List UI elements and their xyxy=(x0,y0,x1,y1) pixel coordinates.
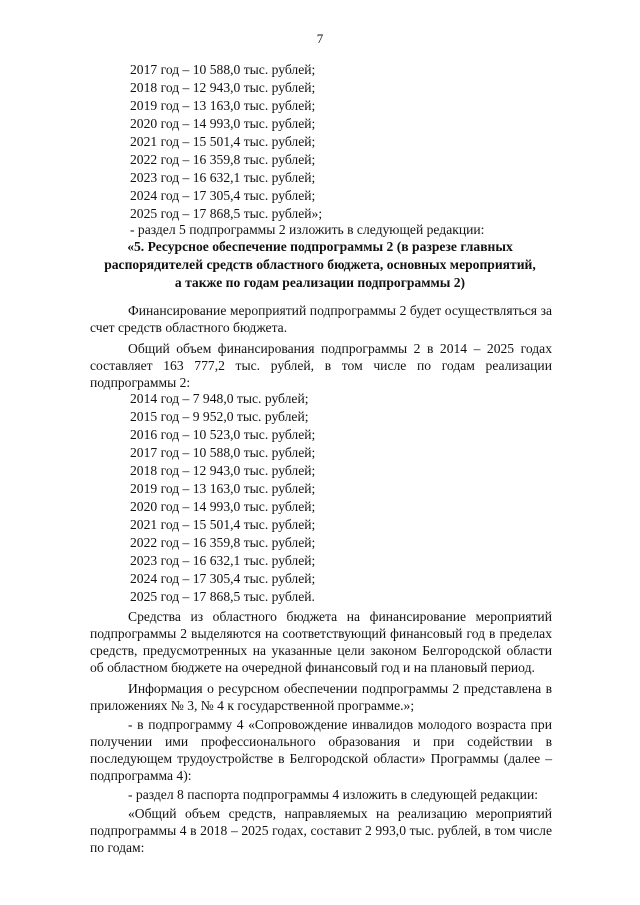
main-year-line: 2021 год – 15 501,4 тыс. рублей; xyxy=(130,517,316,532)
financing-paragraph: Финансирование мероприятий подпрограммы 2 будет осуществляться за счет средств областного бюджета. xyxy=(90,303,552,335)
instruction-section8: - раздел 8 паспорта подпрограммы 4 изложить в следующей редакции: xyxy=(128,787,539,802)
main-year-line: 2015 год – 9 952,0 тыс. рублей; xyxy=(130,409,309,424)
main-year-line: 2018 год – 12 943,0 тыс. рублей; xyxy=(130,463,316,478)
main-year-line: 2016 год – 10 523,0 тыс. рублей; xyxy=(130,427,316,442)
heading-line: распорядителей средств областного бюджета, основных мероприятий, xyxy=(104,257,536,272)
main-year-line: 2023 год – 16 632,1 тыс. рублей; xyxy=(130,553,316,568)
top-year-line: 2018 год – 12 943,0 тыс. рублей; xyxy=(130,80,316,95)
top-year-line: 2021 год – 15 501,4 тыс. рублей; xyxy=(130,134,316,149)
heading-line: «5. Ресурсное обеспечение подпрограммы 2 (в разрезе главных xyxy=(127,239,513,254)
top-year-line: 2019 год – 13 163,0 тыс. рублей; xyxy=(130,98,316,113)
resource-info-paragraph: Информация о ресурсном обеспечении подпрограммы 2 представлена в приложениях № 3, № 4 к государственной программе.»; xyxy=(90,681,552,713)
heading-line: а также по годам реализации подпрограммы 2) xyxy=(174,275,466,290)
top-year-line: 2025 год – 17 868,5 тыс. рублей»; xyxy=(130,206,323,221)
main-year-line: 2020 год – 14 993,0 тыс. рублей; xyxy=(130,499,316,514)
top-year-line: 2023 год – 16 632,1 тыс. рублей; xyxy=(130,170,316,185)
main-year-line: 2025 год – 17 868,5 тыс. рублей. xyxy=(130,589,315,604)
main-year-line: 2014 год – 7 948,0 тыс. рублей; xyxy=(130,391,309,406)
section-heading xyxy=(90,238,550,292)
funds-paragraph: Средства из областного бюджета на финансирование мероприятий подпрограммы 2 выделяются на соответствующий финансовый год в пределах средств, предусмотренных на указанные цели законом Белгородской области об областном бюджете на очередной финансовый год и на плановый период. xyxy=(90,609,552,675)
main-year-line: 2024 год – 17 305,4 тыс. рублей; xyxy=(130,571,316,586)
main-year-line: 2017 год – 10 588,0 тыс. рублей; xyxy=(130,445,316,460)
top-year-line: 2017 год – 10 588,0 тыс. рублей; xyxy=(130,62,316,77)
main-year-line: 2019 год – 13 163,0 тыс. рублей; xyxy=(130,481,316,496)
main-year-line: 2022 год – 16 359,8 тыс. рублей; xyxy=(130,535,316,550)
top-year-line: 2020 год – 14 993,0 тыс. рублей; xyxy=(130,116,316,131)
top-year-line: 2024 год – 17 305,4 тыс. рублей; xyxy=(130,188,316,203)
subprogram4-paragraph: - в подпрограмму 4 «Сопровождение инвалидов молодого возраста при получении ими профессионального образования и при содействии в последующем трудоустройстве в Белгородской области» Программы (далее – подпрограмма 4): xyxy=(90,717,552,783)
top-year-line: 2022 год – 16 359,8 тыс. рублей; xyxy=(130,152,316,167)
instruction-section5: - раздел 5 подпрограммы 2 изложить в следующей редакции: xyxy=(130,222,485,237)
total-financing-paragraph: Общий объем финансирования подпрограммы 2 в 2014 – 2025 годах составляет 163 777,2 тыс. рублей, в том числе по годам реализации подпрограммы 2: xyxy=(90,341,552,390)
total-subprogram4-paragraph: «Общий объем средств, направляемых на реализацию мероприятий подпрограммы 4 в 2018 – 2025 годах, составит 2 993,0 тыс. рублей, в том числе по годам: xyxy=(90,806,552,855)
page-number: 7 xyxy=(316,31,324,46)
